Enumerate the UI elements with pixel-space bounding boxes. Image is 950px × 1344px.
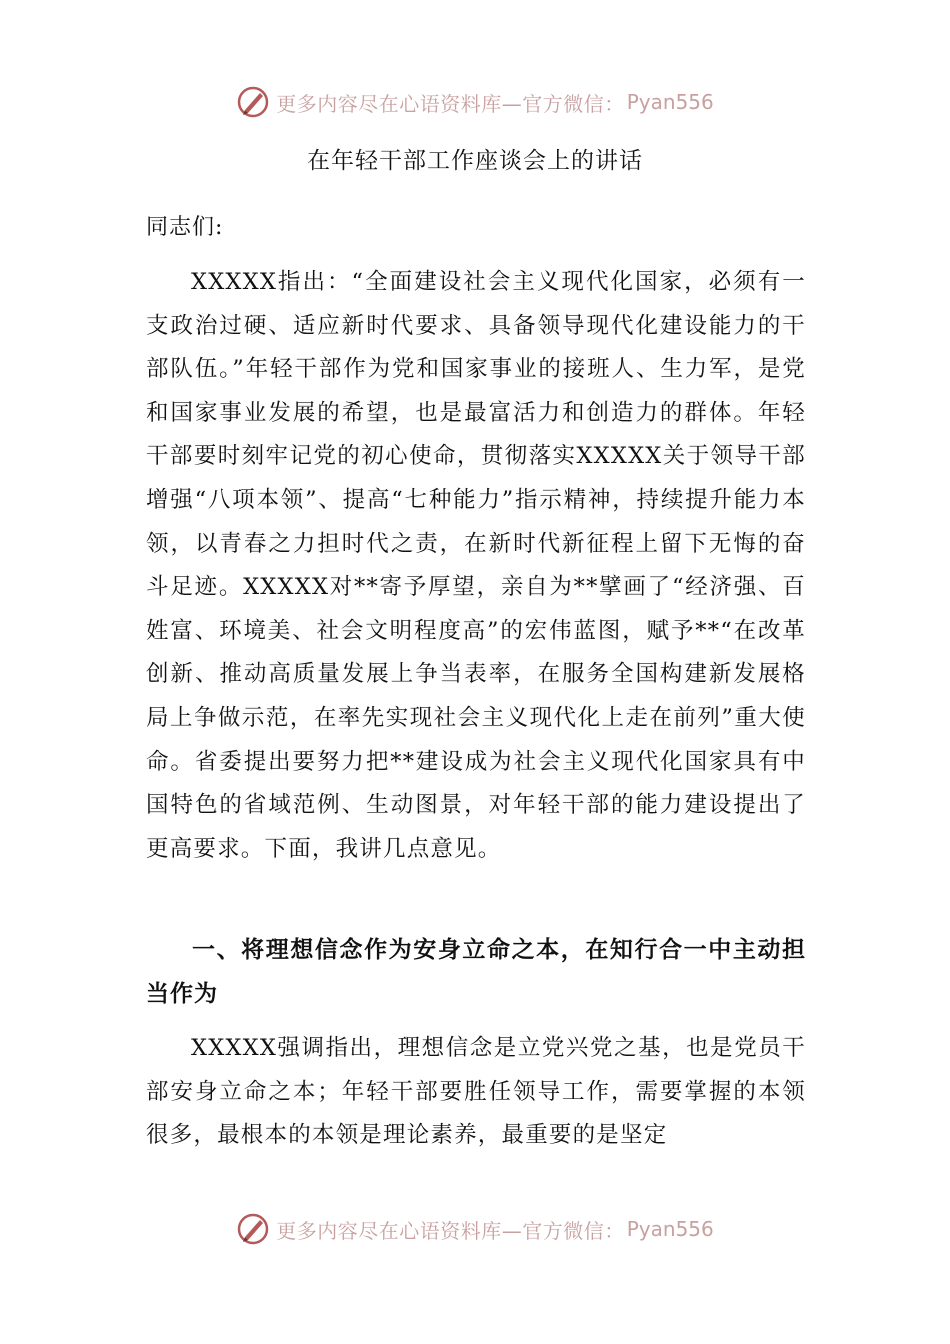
watermark-text: 更多内容尽在心语资料库—官方微信： bbox=[276, 1218, 625, 1243]
watermark-id: Pyan556 bbox=[626, 90, 714, 114]
section-heading-1: 一、将理想信念作为安身立命之本，在知行合一中主动担当作为 bbox=[146, 937, 806, 1007]
watermark-header bbox=[0, 82, 950, 122]
body-paragraph-1: XXXXX指出：“全面建设社会主义现代化国家，必须有一支政治过硬、适应新时代要求、具备领导现代化建设能力的干部队伍。”年轻干部作为党和国家事业的接班人、生力军，是党和国家事业发展的希望，也是最富活力和创造力的群体。年轻干部要时刻牢记党的初心使命，贯彻落实XXXXX关于领导干部增强“八项本领”、提高“七种能力”指示精神，持续提升能力本领，以青春之力担时代之责，在新时代新征程上留下无悔的奋斗足迹。XXXXX对**寄予厚望，亲自为**擘画了“经济强、百姓富、环境美、社会文明程度高”的宏伟蓝图，赋予**“在改革创新、推动高质量发展上争当表率，在服务全国构建新发展格局上争做示范，在率先实现社会主义现代化上走在前列”重大使命。省委提出要努力把**建设成为社会主义现代化国家具有中国特色的省域范例、生动图景，对年轻干部的能力建设提出了更高要求。下面，我讲几点意见。 bbox=[146, 269, 806, 862]
watermark-id: Pyan556 bbox=[626, 1217, 714, 1241]
watermark-text: 更多内容尽在心语资料库—官方微信： bbox=[276, 91, 625, 116]
pen-logo-icon bbox=[236, 85, 270, 119]
watermark-footer bbox=[0, 1209, 950, 1249]
document-title: 在年轻干部工作座谈会上的讲话 bbox=[307, 148, 643, 174]
pen-logo-icon bbox=[236, 1212, 270, 1246]
salutation: 同志们: bbox=[146, 215, 224, 240]
body-paragraph-2: XXXXX强调指出，理想信念是立党兴党之基，也是党员干部安身立命之本；年轻干部要胜任领导工作，需要掌握的本领很多，最根本的本领是理论素养，最重要的是坚定 bbox=[146, 1035, 806, 1149]
